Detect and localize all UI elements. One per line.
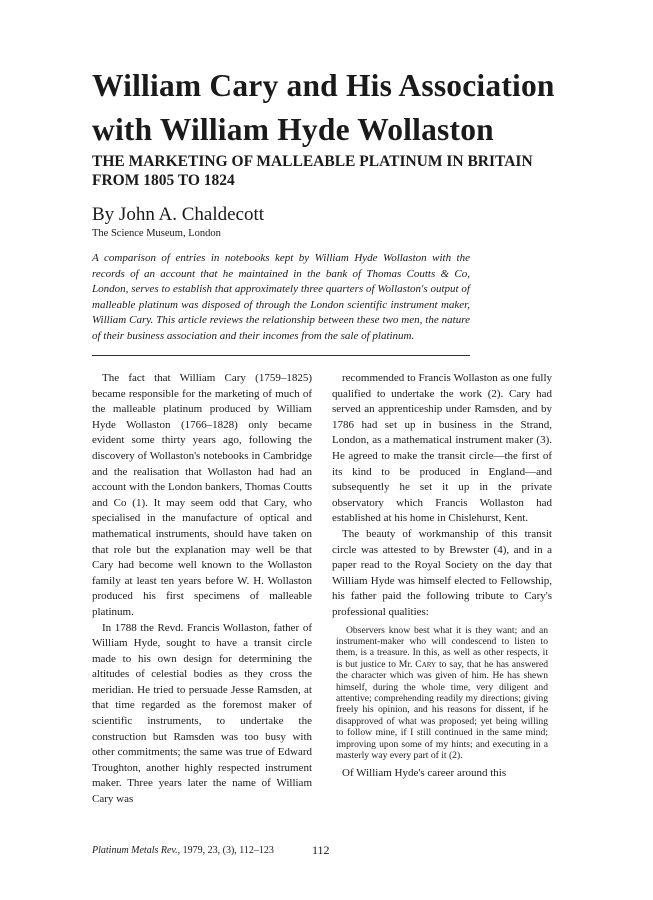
body-paragraph: Of William Hyde's career around this bbox=[342, 767, 507, 780]
quote-name: Cary bbox=[415, 658, 437, 670]
body-column-right bbox=[332, 371, 552, 782]
abstract-divider bbox=[92, 355, 470, 356]
body-paragraph: The beauty of workmanship of this transit circle was attested to by Brewster (4), and in a paper read to the Royal Society on the day that William Hyde was himself elected to Fellowship, his father paid the following tribute to Cary's professional qualities: bbox=[332, 527, 552, 618]
quote-text: to say, that he has answered the character which was given of him. He has shewn himself, during the whole time, very diligent and attentive; comprehending readily my directions; giving freely his opinion, and his reasons for dissent, if he disapproved of what was proposed; yet being willing to follow mine, if I still continued in the same mind; improving upon some of my hints; and executing in a masterly way every part of it (2). bbox=[336, 658, 549, 761]
article-title: William Cary and His Association with William Hyde Wollaston bbox=[92, 68, 555, 147]
journal-citation bbox=[92, 845, 274, 857]
body-paragraph: The fact that William Cary (1759–1825) became responsible for the marketing of much of the malleable platinum produced by William Hyde Wollaston (1766–1828) only became evident some thirty years ago, following the discovery of Wollaston's notebooks in Cambridge and the realisation that Wollaston had had an account with the London bankers, Thomas Coutts and Co (1). It may seem odd that Cary, who specialised in the manufacture of optical and mathematical instruments, should have taken on that role but the explanation may well be that Cary had become well known to the Wollaston family at least ten years before W. H. Wollaston produced his first specimens of malleable platinum. bbox=[92, 372, 312, 618]
body-paragraph: In 1788 the Revd. Francis Wollaston, father of William Hyde, sought to have a transit circle made to his own design for determining the altitudes of celestial bodies as they cross the meridian. He tried to persuade Jesse Ramsden, at that time regarded as the foremost maker of scientific instruments, to undertake the construction but Ramsden was too busy with other commitments; the same was true of Edward Troughton, another highly respected instrument maker. Three years later the name of William Cary was bbox=[92, 621, 312, 806]
author-byline: By John A. Chaldecott bbox=[92, 204, 265, 225]
journal-name: Platinum Metals Rev. bbox=[92, 845, 178, 856]
article-subtitle: THE MARKETING OF MALLEABLE PLATINUM IN BRITAIN FROM 1805 TO 1824 bbox=[92, 153, 533, 189]
quote-text: Observers know best what it is they want; and an instrument-maker who will condescend to listen to them, is a treasure. In this, as well as other respects, it is but justice to Mr. bbox=[336, 624, 548, 670]
article-abstract: A comparison of entries in notebooks kept by William Hyde Wollaston with the records of an account that he maintained in the bank of Thomas Coutts & Co, London, serves to establish that approximately three quarters of Wollaston's output of malleable platinum was disposed of through the London scientific instrument maker, William Cary. This article reviews the relationship between these two men, the nature of their business association and their incomes from the sale of platinum. bbox=[92, 252, 470, 342]
block-quote bbox=[336, 625, 548, 762]
author-affiliation: The Science Museum, London bbox=[92, 228, 221, 239]
body-column-left bbox=[92, 371, 312, 808]
citation-details: , 1979, 23, (3), 112–123 bbox=[177, 845, 274, 856]
body-paragraph: recommended to Francis Wollaston as one fully qualified to undertake the work (2). Cary had served an apprenticeship under Ramsden, and by 1786 had set up in business in the Strand, London, as a mathematical instrument maker (3). He agreed to make the transit circle—the first of its kind to be produced in England—and subsequently he set it up in the private observatory which Francis Wollaston had established at his home in Chislehurst, Kent. bbox=[332, 372, 552, 525]
page-number: 112 bbox=[312, 843, 330, 857]
